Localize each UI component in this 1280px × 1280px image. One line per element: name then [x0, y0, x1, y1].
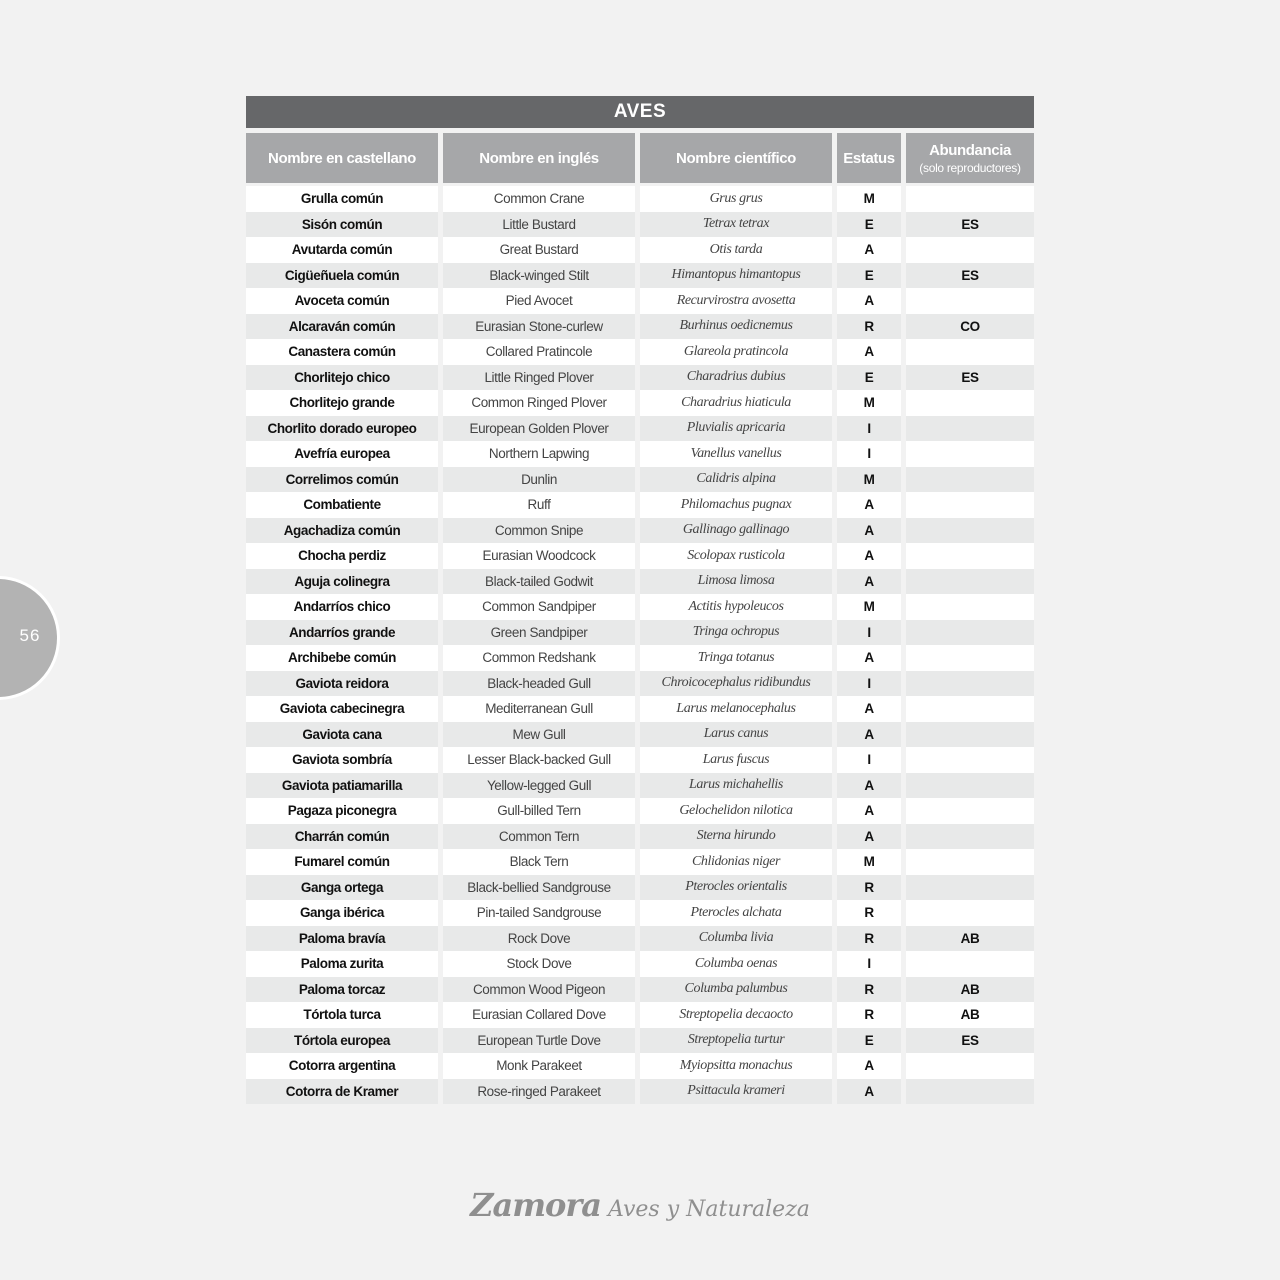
abundance-cell: AB: [906, 926, 1034, 952]
scientific-name-cell: Sterna hirundo: [640, 824, 832, 850]
table-row: [246, 543, 1034, 569]
spanish-name-cell: Gaviota sombría: [246, 747, 438, 773]
scientific-name-cell: Gallinago gallinago: [640, 518, 832, 544]
spanish-name-cell: Agachadiza común: [246, 518, 438, 544]
english-name-cell: Collared Pratincole: [443, 339, 635, 365]
english-name-cell: Black-headed Gull: [443, 671, 635, 697]
abundance-cell: ES: [906, 212, 1034, 238]
birds-table: [246, 96, 1034, 1104]
status-cell: A: [837, 569, 901, 595]
abundance-cell: [906, 416, 1034, 442]
status-cell: E: [837, 263, 901, 289]
spanish-name-cell: Tórtola europea: [246, 1028, 438, 1054]
abundance-cell: [906, 722, 1034, 748]
english-name-cell: Black-winged Stilt: [443, 263, 635, 289]
english-name-cell: Rose-ringed Parakeet: [443, 1079, 635, 1105]
spanish-name-cell: Correlimos común: [246, 467, 438, 493]
spanish-name-cell: Archibebe común: [246, 645, 438, 671]
abundance-cell: [906, 900, 1034, 926]
abundance-cell: ES: [906, 263, 1034, 289]
abundance-cell: [906, 441, 1034, 467]
status-cell: R: [837, 900, 901, 926]
spanish-name-cell: Andarríos grande: [246, 620, 438, 646]
status-cell: I: [837, 416, 901, 442]
status-cell: R: [837, 926, 901, 952]
abundance-cell: [906, 620, 1034, 646]
table-row: [246, 492, 1034, 518]
status-cell: R: [837, 875, 901, 901]
abundance-cell: [906, 951, 1034, 977]
spanish-name-cell: Ganga ortega: [246, 875, 438, 901]
english-name-cell: Rock Dove: [443, 926, 635, 952]
english-name-cell: Ruff: [443, 492, 635, 518]
spanish-name-cell: Canastera común: [246, 339, 438, 365]
abundance-cell: ES: [906, 365, 1034, 391]
abundance-cell: [906, 492, 1034, 518]
status-cell: M: [837, 594, 901, 620]
table-body: [246, 186, 1034, 1104]
status-cell: A: [837, 798, 901, 824]
abundance-cell: AB: [906, 1002, 1034, 1028]
status-cell: E: [837, 365, 901, 391]
footer-logo: [0, 1186, 1280, 1224]
scientific-name-cell: Columba palumbus: [640, 977, 832, 1003]
abundance-cell: [906, 824, 1034, 850]
english-name-cell: Black-tailed Godwit: [443, 569, 635, 595]
footer-logo-main: Zamora: [470, 1186, 601, 1224]
abundance-cell: ES: [906, 1028, 1034, 1054]
status-cell: A: [837, 773, 901, 799]
scientific-name-cell: Streptopelia decaocto: [640, 1002, 832, 1028]
spanish-name-cell: Chocha perdiz: [246, 543, 438, 569]
table-row: [246, 671, 1034, 697]
scientific-name-cell: Pterocles orientalis: [640, 875, 832, 901]
scientific-name-cell: Columba oenas: [640, 951, 832, 977]
table-row: [246, 1028, 1034, 1054]
scientific-name-cell: Limosa limosa: [640, 569, 832, 595]
english-name-cell: Yellow-legged Gull: [443, 773, 635, 799]
table-row: [246, 339, 1034, 365]
page-number: 56: [19, 626, 41, 645]
english-name-cell: Black-bellied Sandgrouse: [443, 875, 635, 901]
scientific-name-cell: Tringa totanus: [640, 645, 832, 671]
scientific-name-cell: Streptopelia turtur: [640, 1028, 832, 1054]
table-row: [246, 951, 1034, 977]
spanish-name-cell: Chorlito dorado europeo: [246, 416, 438, 442]
scientific-name-cell: Larus melanocephalus: [640, 696, 832, 722]
scientific-name-cell: Chlidonias niger: [640, 849, 832, 875]
english-name-cell: Pied Avocet: [443, 288, 635, 314]
english-name-cell: Eurasian Collared Dove: [443, 1002, 635, 1028]
spanish-name-cell: Paloma torcaz: [246, 977, 438, 1003]
status-cell: A: [837, 722, 901, 748]
table-row: [246, 798, 1034, 824]
status-cell: I: [837, 441, 901, 467]
table-row: [246, 1002, 1034, 1028]
abundance-cell: [906, 773, 1034, 799]
table-row: [246, 416, 1034, 442]
status-cell: I: [837, 671, 901, 697]
table-row: [246, 186, 1034, 212]
table-row: [246, 569, 1034, 595]
scientific-name-cell: Otis tarda: [640, 237, 832, 263]
spanish-name-cell: Tórtola turca: [246, 1002, 438, 1028]
scientific-name-cell: Larus fuscus: [640, 747, 832, 773]
table-row: [246, 518, 1034, 544]
table-row: [246, 900, 1034, 926]
abundance-cell: [906, 798, 1034, 824]
header-abundance-label: Abundancia: [929, 141, 1011, 159]
spanish-name-cell: Paloma zurita: [246, 951, 438, 977]
english-name-cell: Common Tern: [443, 824, 635, 850]
spanish-name-cell: Fumarel común: [246, 849, 438, 875]
spanish-name-cell: Avefría europea: [246, 441, 438, 467]
english-name-cell: European Turtle Dove: [443, 1028, 635, 1054]
abundance-cell: [906, 747, 1034, 773]
english-name-cell: Dunlin: [443, 467, 635, 493]
table-row: [246, 926, 1034, 952]
spanish-name-cell: Grulla común: [246, 186, 438, 212]
table-row: [246, 441, 1034, 467]
spanish-name-cell: Gaviota cabecinegra: [246, 696, 438, 722]
status-cell: A: [837, 518, 901, 544]
spanish-name-cell: Gaviota reidora: [246, 671, 438, 697]
scientific-name-cell: Himantopus himantopus: [640, 263, 832, 289]
table-row: [246, 747, 1034, 773]
abundance-cell: [906, 339, 1034, 365]
abundance-cell: AB: [906, 977, 1034, 1003]
scientific-name-cell: Larus michahellis: [640, 773, 832, 799]
status-cell: A: [837, 696, 901, 722]
spanish-name-cell: Avoceta común: [246, 288, 438, 314]
spanish-name-cell: Cotorra de Kramer: [246, 1079, 438, 1105]
english-name-cell: Pin-tailed Sandgrouse: [443, 900, 635, 926]
english-name-cell: Little Bustard: [443, 212, 635, 238]
header-status: Estatus: [837, 133, 901, 183]
abundance-cell: [906, 288, 1034, 314]
status-cell: A: [837, 1053, 901, 1079]
abundance-cell: [906, 543, 1034, 569]
table-row: [246, 875, 1034, 901]
status-cell: M: [837, 467, 901, 493]
scientific-name-cell: Philomachus pugnax: [640, 492, 832, 518]
english-name-cell: Gull-billed Tern: [443, 798, 635, 824]
scientific-name-cell: Chroicocephalus ridibundus: [640, 671, 832, 697]
header-spanish-name: Nombre en castellano: [246, 133, 438, 183]
status-cell: A: [837, 645, 901, 671]
abundance-cell: [906, 237, 1034, 263]
scientific-name-cell: Pluvialis apricaria: [640, 416, 832, 442]
abundance-cell: [906, 849, 1034, 875]
table-row: [246, 722, 1034, 748]
spanish-name-cell: Avutarda común: [246, 237, 438, 263]
table-row: [246, 594, 1034, 620]
scientific-name-cell: Glareola pratincola: [640, 339, 832, 365]
abundance-cell: [906, 1053, 1034, 1079]
table-row: [246, 696, 1034, 722]
english-name-cell: Great Bustard: [443, 237, 635, 263]
header-abundance: [906, 133, 1034, 183]
table-row: [246, 1079, 1034, 1105]
header-scientific-name: Nombre científico: [640, 133, 832, 183]
status-cell: R: [837, 977, 901, 1003]
abundance-cell: [906, 1079, 1034, 1105]
abundance-cell: [906, 569, 1034, 595]
table-header: [246, 133, 1034, 183]
abundance-cell: CO: [906, 314, 1034, 340]
header-abundance-note: (solo reproductores): [919, 160, 1021, 175]
status-cell: M: [837, 849, 901, 875]
status-cell: A: [837, 288, 901, 314]
header-english-name: Nombre en inglés: [443, 133, 635, 183]
spanish-name-cell: Gaviota cana: [246, 722, 438, 748]
english-name-cell: Lesser Black-backed Gull: [443, 747, 635, 773]
table-row: [246, 1053, 1034, 1079]
scientific-name-cell: Myiopsitta monachus: [640, 1053, 832, 1079]
status-cell: M: [837, 390, 901, 416]
english-name-cell: Common Ringed Plover: [443, 390, 635, 416]
spanish-name-cell: Alcaraván común: [246, 314, 438, 340]
scientific-name-cell: Recurvirostra avosetta: [640, 288, 832, 314]
scientific-name-cell: Grus grus: [640, 186, 832, 212]
scientific-name-cell: Vanellus vanellus: [640, 441, 832, 467]
abundance-cell: [906, 390, 1034, 416]
abundance-cell: [906, 671, 1034, 697]
status-cell: R: [837, 1002, 901, 1028]
spanish-name-cell: Chorlitejo grande: [246, 390, 438, 416]
scientific-name-cell: Charadrius hiaticula: [640, 390, 832, 416]
english-name-cell: Eurasian Woodcock: [443, 543, 635, 569]
scientific-name-cell: Larus canus: [640, 722, 832, 748]
spanish-name-cell: Cigüeñuela común: [246, 263, 438, 289]
spanish-name-cell: Sisón común: [246, 212, 438, 238]
status-cell: A: [837, 237, 901, 263]
spanish-name-cell: Paloma bravía: [246, 926, 438, 952]
abundance-cell: [906, 467, 1034, 493]
spanish-name-cell: Combatiente: [246, 492, 438, 518]
spanish-name-cell: Cotorra argentina: [246, 1053, 438, 1079]
table-row: [246, 824, 1034, 850]
spanish-name-cell: Chorlitejo chico: [246, 365, 438, 391]
status-cell: I: [837, 620, 901, 646]
spanish-name-cell: Pagaza piconegra: [246, 798, 438, 824]
spanish-name-cell: Andarríos chico: [246, 594, 438, 620]
english-name-cell: Common Wood Pigeon: [443, 977, 635, 1003]
status-cell: A: [837, 492, 901, 518]
english-name-cell: Common Crane: [443, 186, 635, 212]
status-cell: M: [837, 186, 901, 212]
scientific-name-cell: Psittacula krameri: [640, 1079, 832, 1105]
abundance-cell: [906, 594, 1034, 620]
english-name-cell: Green Sandpiper: [443, 620, 635, 646]
table-row: [246, 314, 1034, 340]
english-name-cell: Eurasian Stone-curlew: [443, 314, 635, 340]
english-name-cell: Stock Dove: [443, 951, 635, 977]
abundance-cell: [906, 518, 1034, 544]
table-row: [246, 263, 1034, 289]
spanish-name-cell: Aguja colinegra: [246, 569, 438, 595]
scientific-name-cell: Calidris alpina: [640, 467, 832, 493]
status-cell: E: [837, 1028, 901, 1054]
status-cell: A: [837, 1079, 901, 1105]
scientific-name-cell: Columba livia: [640, 926, 832, 952]
scientific-name-cell: Actitis hypoleucos: [640, 594, 832, 620]
english-name-cell: European Golden Plover: [443, 416, 635, 442]
english-name-cell: Mediterranean Gull: [443, 696, 635, 722]
table-row: [246, 773, 1034, 799]
english-name-cell: Common Sandpiper: [443, 594, 635, 620]
scientific-name-cell: Gelochelidon nilotica: [640, 798, 832, 824]
status-cell: A: [837, 824, 901, 850]
english-name-cell: Common Snipe: [443, 518, 635, 544]
abundance-cell: [906, 186, 1034, 212]
table-row: [246, 365, 1034, 391]
table-row: [246, 620, 1034, 646]
table-row: [246, 212, 1034, 238]
scientific-name-cell: Tetrax tetrax: [640, 212, 832, 238]
spanish-name-cell: Charrán común: [246, 824, 438, 850]
scientific-name-cell: Scolopax rusticola: [640, 543, 832, 569]
abundance-cell: [906, 645, 1034, 671]
table-row: [246, 390, 1034, 416]
scientific-name-cell: Tringa ochropus: [640, 620, 832, 646]
status-cell: R: [837, 314, 901, 340]
status-cell: I: [837, 951, 901, 977]
status-cell: A: [837, 339, 901, 365]
table-row: [246, 977, 1034, 1003]
spanish-name-cell: Ganga ibérica: [246, 900, 438, 926]
scientific-name-cell: Pterocles alchata: [640, 900, 832, 926]
english-name-cell: Northern Lapwing: [443, 441, 635, 467]
table-row: [246, 645, 1034, 671]
table-title: AVES: [246, 96, 1034, 128]
table-row: [246, 237, 1034, 263]
scientific-name-cell: Burhinus oedicnemus: [640, 314, 832, 340]
english-name-cell: Black Tern: [443, 849, 635, 875]
table-row: [246, 467, 1034, 493]
english-name-cell: Little Ringed Plover: [443, 365, 635, 391]
status-cell: E: [837, 212, 901, 238]
scientific-name-cell: Charadrius dubius: [640, 365, 832, 391]
english-name-cell: Mew Gull: [443, 722, 635, 748]
abundance-cell: [906, 875, 1034, 901]
english-name-cell: Common Redshank: [443, 645, 635, 671]
table-row: [246, 288, 1034, 314]
english-name-cell: Monk Parakeet: [443, 1053, 635, 1079]
spanish-name-cell: Gaviota patiamarilla: [246, 773, 438, 799]
abundance-cell: [906, 696, 1034, 722]
footer-logo-sub: Aves y Naturaleza: [607, 1197, 810, 1222]
status-cell: I: [837, 747, 901, 773]
table-row: [246, 849, 1034, 875]
status-cell: A: [837, 543, 901, 569]
